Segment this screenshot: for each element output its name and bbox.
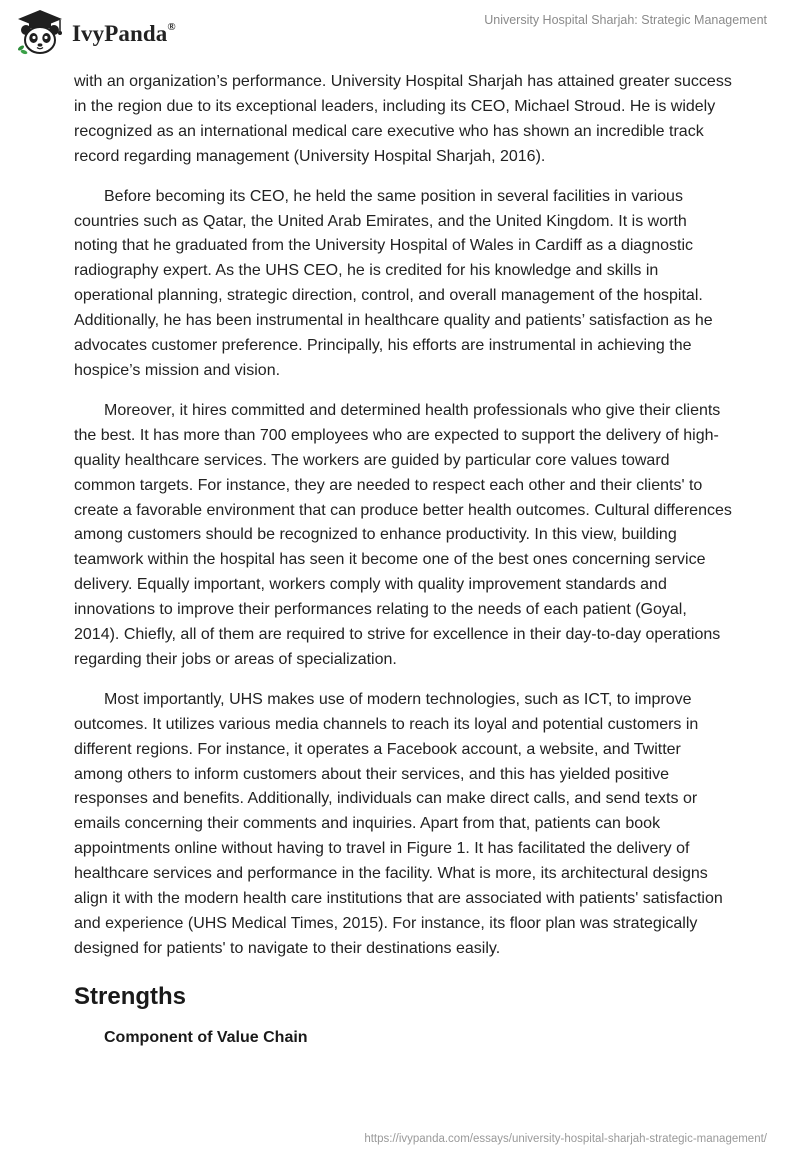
page-header <box>0 0 800 70</box>
article-body <box>74 70 734 1047</box>
source-url[interactable]: https://ivypanda.com/essays/university-hospital-sharjah-strategic-management/ <box>364 1133 767 1145</box>
brand-name: IvyPanda® <box>72 21 176 46</box>
document-title: University Hospital Sharjah: Strategic Management <box>484 13 767 27</box>
panda-graduate-icon <box>14 8 66 56</box>
subheading: Component of Value Chain <box>104 1028 308 1046</box>
section-heading: Strengths <box>74 982 187 1010</box>
paragraph: Moreover, it hires committed and determined health professionals who give their clients the best. It has more than 700 employees who are expected to support the delivery of high-quality healthcare services. The workers are guided by particular core values toward common targets. For instance, they are needed to respect each other and their clients' to create a favorable environment that can produce better health outcomes. Cultural differences among customers should be recognized to enhance productivity. In this view, building teamwork within the hospital has seen it become one of the best ones concerning service delivery. Equally important, workers comply with quality improvement standards and innovations to improve their performances relating to the needs of each patient (Goyal, 2014). Chiefly, all of them are required to strive for excellence in their day-to-day operations regarding their jobs or areas of specialization. <box>74 401 732 668</box>
ivypanda-logo[interactable] <box>14 8 176 56</box>
paragraph: Most importantly, UHS makes use of modern technologies, such as ICT, to improve outcomes. It utilizes various media channels to reach its loyal and potential customers in different regions. For instance, it operates a Facebook account, a website, and Twitter among others to inform customers about their services, and this has yielded positive responses and benefits. Additionally, individuals can make direct calls, and send texts or emails concerning their comments and inquiries. Apart from that, patients can book appointments online without having to travel in Figure 1. It has facilitated the delivery of healthcare services and performance in the facility. What is more, its architectural designs align it with the modern health care institutions that are associated with patients' satisfaction and experience (UHS Medical Times, 2015). For instance, its floor plan was strategically designed for patients' to navigate to their destinations easily. <box>74 690 723 957</box>
paragraph: with an organization’s performance. University Hospital Sharjah has attained greater success in the region due to its exceptional leaders, including its CEO, Michael Stroud. He is widely recognized as an international medical care executive who has shown an incredible track record regarding management (University Hospital Sharjah, 2016). <box>74 73 732 165</box>
paragraph: Before becoming its CEO, he held the same position in several facilities in various countries such as Qatar, the United Arab Emirates, and the United Kingdom. It is worth noting that he graduated from the University Hospital of Wales in Cardiff as a diagnostic radiography expert. As the UHS CEO, he is credited for his knowledge and skills in operational planning, strategic direction, control, and overall management of the hospital. Additionally, he has been instrumental in healthcare quality and patients’ satisfaction as he advocates customer preference. Principally, his efforts are instrumental in achieving the hospice’s mission and vision. <box>74 187 713 379</box>
